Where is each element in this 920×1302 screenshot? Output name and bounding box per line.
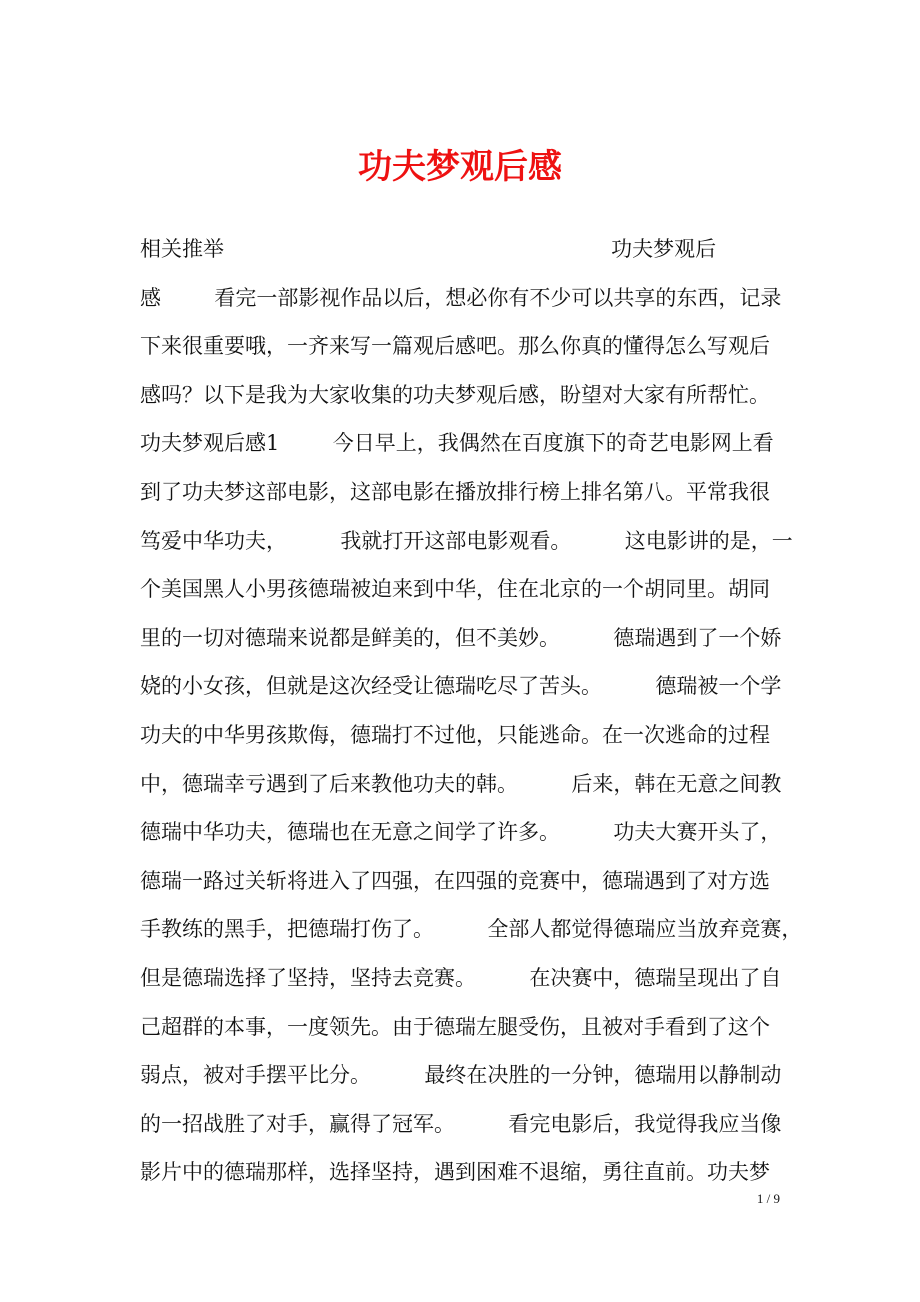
body-line: 到了功夫梦这部电影，这部电影在播放排行榜上排名第八。平常我很: [140, 479, 770, 504]
body-line: 己超群的本事，一度领先。由于德瑞左腿受伤，且被对手看到了这个: [140, 1014, 770, 1039]
body-line: 下来很重要哦，一齐来写一篇观后感吧。那么你真的懂得怎么写观后: [140, 334, 770, 359]
body-line: 中，德瑞幸亏遇到了后来教他功夫的韩。 后来，韩在无意之间教: [140, 771, 782, 796]
body-line: 笃爱中华功夫， 我就打开这部电影观看。 这电影讲的是，一: [140, 528, 793, 553]
body-line: 的一招战胜了对手，赢得了冠军。 看完电影后，我觉得我应当像: [140, 1111, 782, 1136]
body-line: 弱点，被对手摆平比分。 最终在决胜的一分钟，德瑞用以静制动: [140, 1063, 782, 1088]
page-number: 1 / 9: [756, 1191, 780, 1206]
body-line: 但是德瑞选择了坚持，坚持去竞赛。 在决赛中，德瑞呈现出了自: [140, 965, 782, 990]
document-title: 功夫梦观后感: [358, 147, 562, 187]
body-line: 个美国黑人小男孩德瑞被迫来到中华，住在北京的一个胡同里。胡同: [140, 577, 770, 602]
body-line: 功夫的中华男孩欺侮，德瑞打不过他，只能逃命。在一次逃命的过程: [140, 722, 770, 747]
body-line: 德瑞一路过关斩将进入了四强，在四强的竞赛中，德瑞遇到了对方选: [140, 868, 770, 893]
body-line: 影片中的德瑞那样，选择坚持，遇到困难不退缩，勇往直前。功夫梦: [140, 1160, 770, 1185]
body-line: 里的一切对德瑞来说都是鲜美的，但不美妙。 德瑞遇到了一个娇: [140, 625, 782, 650]
body-line: 功夫梦观后感1 今日早上，我偶然在百度旗下的奇艺电影网上看: [140, 431, 774, 456]
body-line: 感吗？以下是我为大家收集的功夫梦观后感，盼望对大家有所帮忙。: [140, 382, 770, 407]
body-line: 德瑞中华功夫，德瑞也在无意之间学了许多。 功夫大赛开头了，: [140, 820, 782, 845]
document-body: [140, 225, 803, 1197]
body-line: 相关推举 功夫梦观后: [140, 237, 717, 261]
body-line: 感 看完一部影视作品以后，想必你有不少可以共享的东西，记录: [140, 285, 782, 310]
body-line: 手教练的黑手，把德瑞打伤了。 全部人都觉得德瑞应当放弃竞赛，: [140, 917, 803, 942]
body-line: 娆的小女孩，但就是这次经受让德瑞吃尽了苦头。 德瑞被一个学: [140, 674, 782, 699]
